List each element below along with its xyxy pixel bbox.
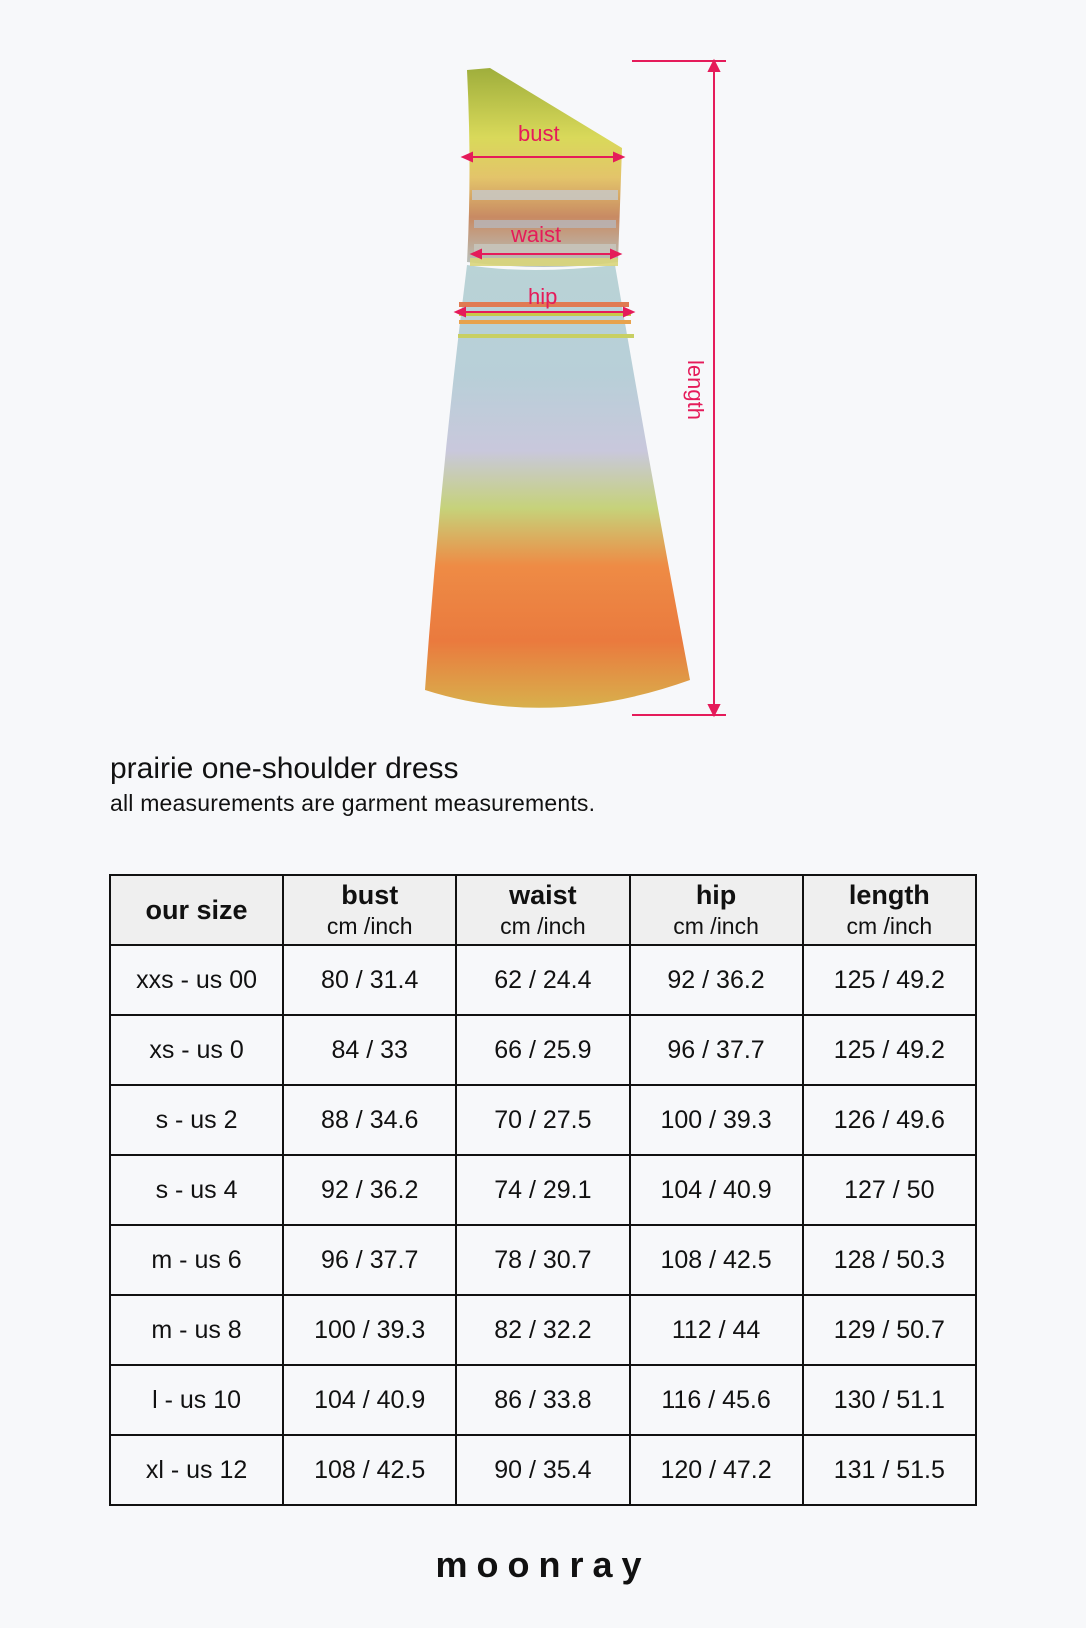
- hip-cell: 100 / 39.3: [630, 1085, 803, 1155]
- header-label: length: [848, 880, 930, 910]
- length-cell: 125 / 49.2: [803, 945, 976, 1015]
- size-cell: l - us 10: [110, 1365, 283, 1435]
- bust-label: bust: [518, 121, 560, 146]
- table-row: [110, 1225, 976, 1295]
- size-cell: m - us 6: [110, 1225, 283, 1295]
- header-label: our size: [145, 894, 248, 925]
- header-unit: cm /inch: [326, 913, 413, 939]
- bust-cell: 104 / 40.9: [283, 1365, 456, 1435]
- length-cell: 130 / 51.1: [803, 1365, 976, 1435]
- bust-cell: 100 / 39.3: [283, 1295, 456, 1365]
- brand-logo: moonray: [435, 1544, 651, 1585]
- header-cell-length: [803, 875, 976, 945]
- waist-cell: 62 / 24.4: [456, 945, 629, 1015]
- bust-cell: 84 / 33: [283, 1015, 456, 1085]
- length-cell: 131 / 51.5: [803, 1435, 976, 1505]
- dress-image: [0, 0, 1086, 740]
- size-cell: xl - us 12: [110, 1435, 283, 1505]
- table-row: [110, 1085, 976, 1155]
- table-header-row: [110, 875, 976, 945]
- size-cell: s - us 4: [110, 1155, 283, 1225]
- header-cell-bust: [283, 875, 456, 945]
- length-cell: 125 / 49.2: [803, 1015, 976, 1085]
- length-cell: 127 / 50: [803, 1155, 976, 1225]
- table-row: [110, 1295, 976, 1365]
- table-row: [110, 945, 976, 1015]
- size-cell: xxs - us 00: [110, 945, 283, 1015]
- size-cell: s - us 2: [110, 1085, 283, 1155]
- header-unit: cm /inch: [846, 913, 933, 939]
- length-cell: 129 / 50.7: [803, 1295, 976, 1365]
- table-row: [110, 1155, 976, 1225]
- title-block: [110, 752, 595, 817]
- waist-cell: 90 / 35.4: [456, 1435, 629, 1505]
- table-row: [110, 1435, 976, 1505]
- hip-cell: 116 / 45.6: [630, 1365, 803, 1435]
- header-unit: cm /inch: [673, 913, 759, 939]
- table-row: [110, 1365, 976, 1435]
- header-cell-waist: [456, 875, 629, 945]
- size-cell: xs - us 0: [110, 1015, 283, 1085]
- hip-cell: 120 / 47.2: [630, 1435, 803, 1505]
- length-cell: 126 / 49.6: [803, 1085, 976, 1155]
- product-subtitle: all measurements are garment measurements.: [110, 790, 596, 816]
- bust-cell: 80 / 31.4: [283, 945, 456, 1015]
- header-cell-hip: [630, 875, 803, 945]
- hip-cell: 108 / 42.5: [630, 1225, 803, 1295]
- bust-cell: 96 / 37.7: [283, 1225, 456, 1295]
- waist-cell: 86 / 33.8: [456, 1365, 629, 1435]
- hip-cell: 104 / 40.9: [630, 1155, 803, 1225]
- waist-cell: 74 / 29.1: [456, 1155, 629, 1225]
- header-unit: cm /inch: [500, 913, 586, 939]
- hip-cell: 96 / 37.7: [630, 1015, 803, 1085]
- header-label: bust: [341, 880, 399, 910]
- bust-cell: 92 / 36.2: [283, 1155, 456, 1225]
- hip-cell: 92 / 36.2: [630, 945, 803, 1015]
- skirt-shape: [425, 265, 690, 708]
- length-label: length: [683, 360, 708, 420]
- product-title: prairie one-shoulder dress: [110, 752, 459, 785]
- length-cell: 128 / 50.3: [803, 1225, 976, 1295]
- waist-label: waist: [511, 222, 562, 247]
- bust-cell: 108 / 42.5: [283, 1435, 456, 1505]
- size-chart-table: [109, 874, 977, 1506]
- hip-cell: 112 / 44: [630, 1295, 803, 1365]
- hip-label: hip: [528, 284, 558, 309]
- waist-cell: 82 / 32.2: [456, 1295, 629, 1365]
- waist-cell: 70 / 27.5: [456, 1085, 629, 1155]
- waist-cell: 66 / 25.9: [456, 1015, 629, 1085]
- dress-illustration: [0, 0, 1086, 740]
- waist-cell: 78 / 30.7: [456, 1225, 629, 1295]
- header-label: hip: [695, 880, 737, 910]
- bust-cell: 88 / 34.6: [283, 1085, 456, 1155]
- table-row: [110, 1015, 976, 1085]
- size-cell: m - us 8: [110, 1295, 283, 1365]
- header-cell-size: [110, 875, 283, 945]
- header-label: waist: [509, 880, 577, 910]
